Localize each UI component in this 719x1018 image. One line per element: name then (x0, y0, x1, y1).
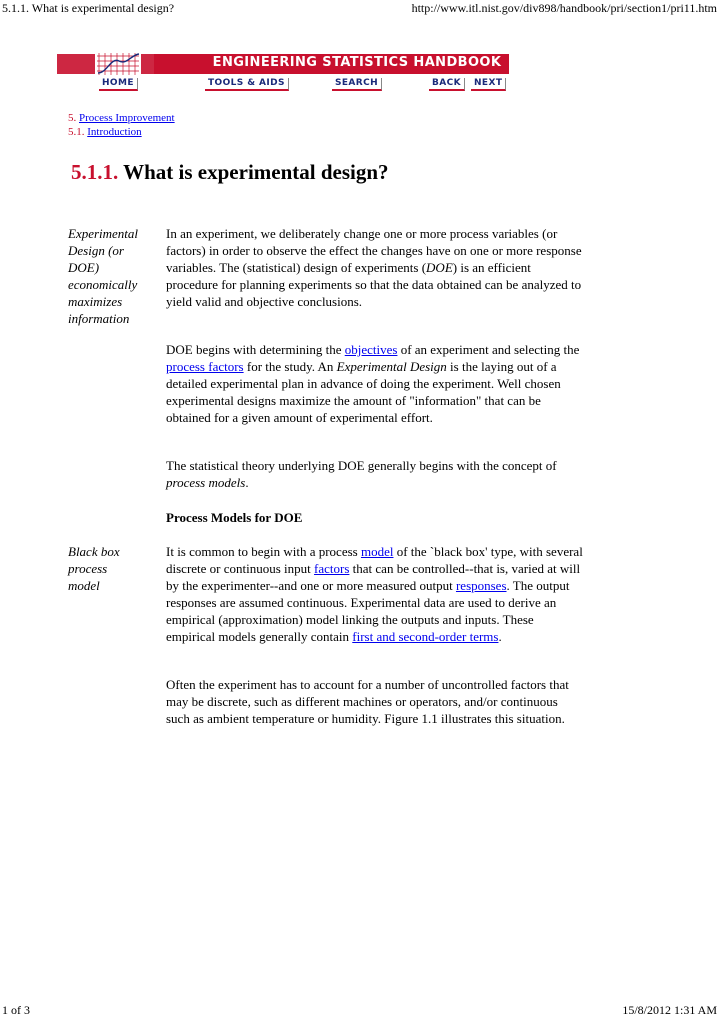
sidebar-line: economically (68, 277, 138, 292)
page-title (71, 160, 389, 185)
paragraph-uncontrolled-factors: Often the experiment has to account for a number of uncontrolled factors that may be discrete, such as different machines or operators, and/or continuous such as ambient temperature or humidity. Figure 1.1 illustrates this situation. (166, 677, 569, 726)
handbook-banner (57, 51, 512, 91)
text: It is common to begin with a process (166, 544, 361, 559)
nav-tools-button[interactable]: TOOLS & AIDS (205, 78, 289, 91)
sidebar-line: information (68, 311, 130, 326)
breadcrumb-number: 5. (68, 112, 77, 124)
sidebar-line: Black box (68, 544, 120, 559)
text: that can be controlled--that is, varied at will by the experimenter--and one or more measured output (166, 561, 581, 593)
link-objectives[interactable]: objectives (344, 342, 398, 357)
text: ) is an efficient procedure for planning experiments so that the data obtained can be analyzed to yield valid and objective conclusions. (166, 260, 582, 309)
banner-title: ENGINEERING STATISTICS HANDBOOK (212, 55, 502, 70)
text: DOE begins with determining the (166, 342, 345, 357)
sidebar-line: model (68, 578, 100, 593)
paragraph-statistical-theory (166, 457, 584, 491)
text: of the `black box' type, with several discrete or continuous input (166, 544, 583, 576)
sidebar-line: DOE) (68, 260, 100, 275)
breadcrumb-item (68, 126, 142, 138)
text: is the laying out of a detailed experimental plan in advance of doing the experiment. Well chosen experimental designs maximize the amount of "information" that can be obtained for a given amount of experimental effort. (166, 359, 561, 425)
breadcrumb-link-introduction[interactable]: Introduction (87, 126, 142, 138)
print-header-url: http://www.itl.nist.gov/div898/handbook/pri/section1/pri11.htm (411, 1, 717, 15)
paragraph-black-box (166, 543, 584, 645)
paragraph-experiment-intro (166, 225, 584, 310)
sidebar-line: Experimental (68, 226, 139, 241)
text: . The output responses are assumed continuous. Experimental data are used to derive an empirical (approximation) model linking the outputs and inputs. These empirical models generally contain (166, 578, 570, 644)
link-responses[interactable]: responses (455, 578, 507, 593)
link-process-factors[interactable]: process factors (166, 359, 244, 374)
handbook-grid-logo-icon (95, 51, 141, 77)
sidebar-line: maximizes (68, 294, 123, 309)
nav-next-button[interactable]: NEXT (471, 78, 506, 91)
text: for the study. An (243, 359, 337, 374)
sidebar-line: Design (or (68, 243, 124, 258)
text-em: process models (166, 475, 246, 490)
section-heading-process-models: Process Models for DOE (166, 510, 303, 525)
text-em: DOE (426, 260, 453, 275)
sidebar-black-box (68, 543, 120, 594)
text: . (245, 475, 249, 490)
link-factors[interactable]: factors (314, 561, 350, 576)
breadcrumb-item (68, 112, 175, 124)
nav-search-button[interactable]: SEARCH (332, 78, 382, 91)
page-title-text: What is experimental design? (123, 160, 389, 184)
breadcrumb-link-process-improvement[interactable]: Process Improvement (79, 112, 175, 124)
sidebar-line: process (68, 561, 108, 576)
link-first-second-order-terms[interactable]: first and second-order terms (352, 629, 499, 644)
text: The statistical theory underlying DOE generally begins with the concept of (166, 458, 557, 473)
sidebar-experimental-design (68, 225, 138, 327)
nav-home-button[interactable]: HOME (99, 78, 138, 91)
link-model[interactable]: model (360, 544, 394, 559)
text: In an experiment, we deliberately change one or more process variables (or factors) in order to observe the effect the changes have on one or more response variables. The (statistical) design of experiments ( (166, 226, 582, 275)
paragraph-doe-begins (166, 341, 584, 426)
breadcrumb-number: 5.1. (68, 126, 85, 138)
text: . (498, 629, 502, 644)
print-footer-page: 1 of 3 (2, 1003, 30, 1017)
text: of an experiment and selecting the (397, 342, 580, 357)
nav-back-button[interactable]: BACK (429, 78, 465, 91)
print-footer-datetime: 15/8/2012 1:31 AM (622, 1003, 717, 1017)
text-em: Experimental Design (336, 359, 447, 374)
print-header-title: 5.1.1. What is experimental design? (2, 1, 175, 15)
page-title-number: 5.1.1. (71, 160, 119, 184)
